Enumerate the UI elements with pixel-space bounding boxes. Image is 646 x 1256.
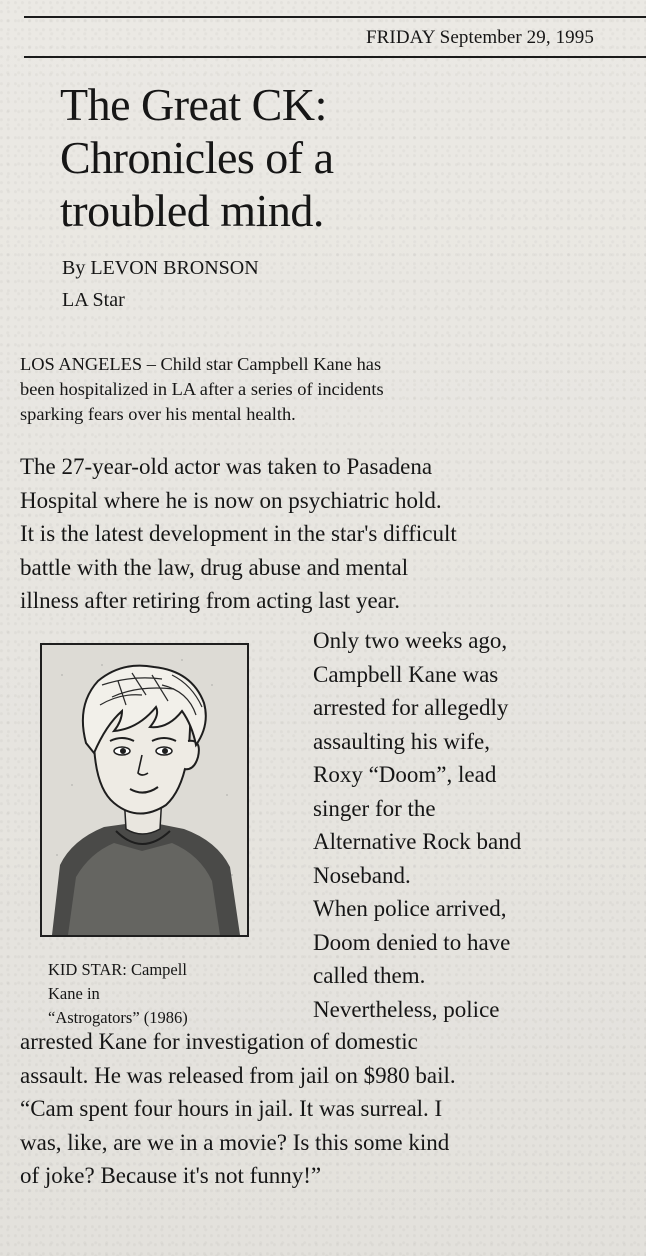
body-line: illness after retiring from acting last year. [20,588,401,613]
top-rule [24,16,646,18]
body-line: Campbell Kane was [313,661,499,687]
body-line: of joke? Because it's not funny!” [20,1163,322,1188]
boy-portrait-sketch [42,645,247,935]
lede-line: sparking fears over his mental health. [20,404,296,424]
body-line: When police arrived, [313,896,507,921]
header-rule [24,56,646,58]
body-line: Roxy “Doom”, lead [313,762,497,787]
body-line: Doom denied to have [313,929,511,955]
body-line: Noseband. [313,862,411,888]
lede-paragraph [20,352,582,427]
headline [60,78,620,237]
lede-line: LOS ANGELES – Child star Campbell Kane has [20,354,382,374]
body-line: battle with the law, drug abuse and mental [20,554,409,580]
body-line: Alternative Rock band [313,829,522,854]
lede-line: been hospitalized in LA after a series of incidents [20,379,384,399]
headline-line: Chronicles of a [60,132,334,183]
dateline: FRIDAY September 29, 1995 [365,27,594,48]
body-line: Hospital where he is now on psychiatric hold. [20,487,442,513]
byline: By LEVON BRONSON [62,257,259,279]
outlet-name: LA Star [62,289,125,311]
body-line: Nevertheless, police [313,996,500,1022]
photo-caption [48,958,288,1030]
headline-line: The Great CK: [60,79,327,130]
body-line: “Cam spent four hours in jail. It was surreal. I [20,1096,443,1121]
body-line: assault. He was released from jail on $980 bail. [20,1062,456,1088]
body-line: was, like, are we in a movie? Is this some kind [20,1129,450,1155]
headline-line: troubled mind. [60,185,324,236]
body-line: arrested Kane for investigation of domestic [20,1029,418,1054]
byline-block [62,252,259,316]
body-paragraph-1 [20,450,582,618]
body-line: assaulting his wife, [313,728,490,754]
caption-line: KID STAR: Campell [48,960,187,979]
caption-line: Kane in [48,984,100,1003]
body-paragraph-3 [20,1025,582,1193]
photo-illustration [40,643,249,937]
body-line: arrested for allegedly [313,695,509,720]
body-line: Only two weeks ago, [313,628,508,653]
body-paragraph-2 [313,624,581,1026]
caption-line: “Astrogators” (1986) [48,1008,188,1027]
body-line: It is the latest development in the star's difficult [20,521,457,546]
body-line: The 27-year-old actor was taken to Pasadena [20,454,433,479]
body-line: singer for the [313,795,436,821]
body-line: called them. [313,963,426,988]
